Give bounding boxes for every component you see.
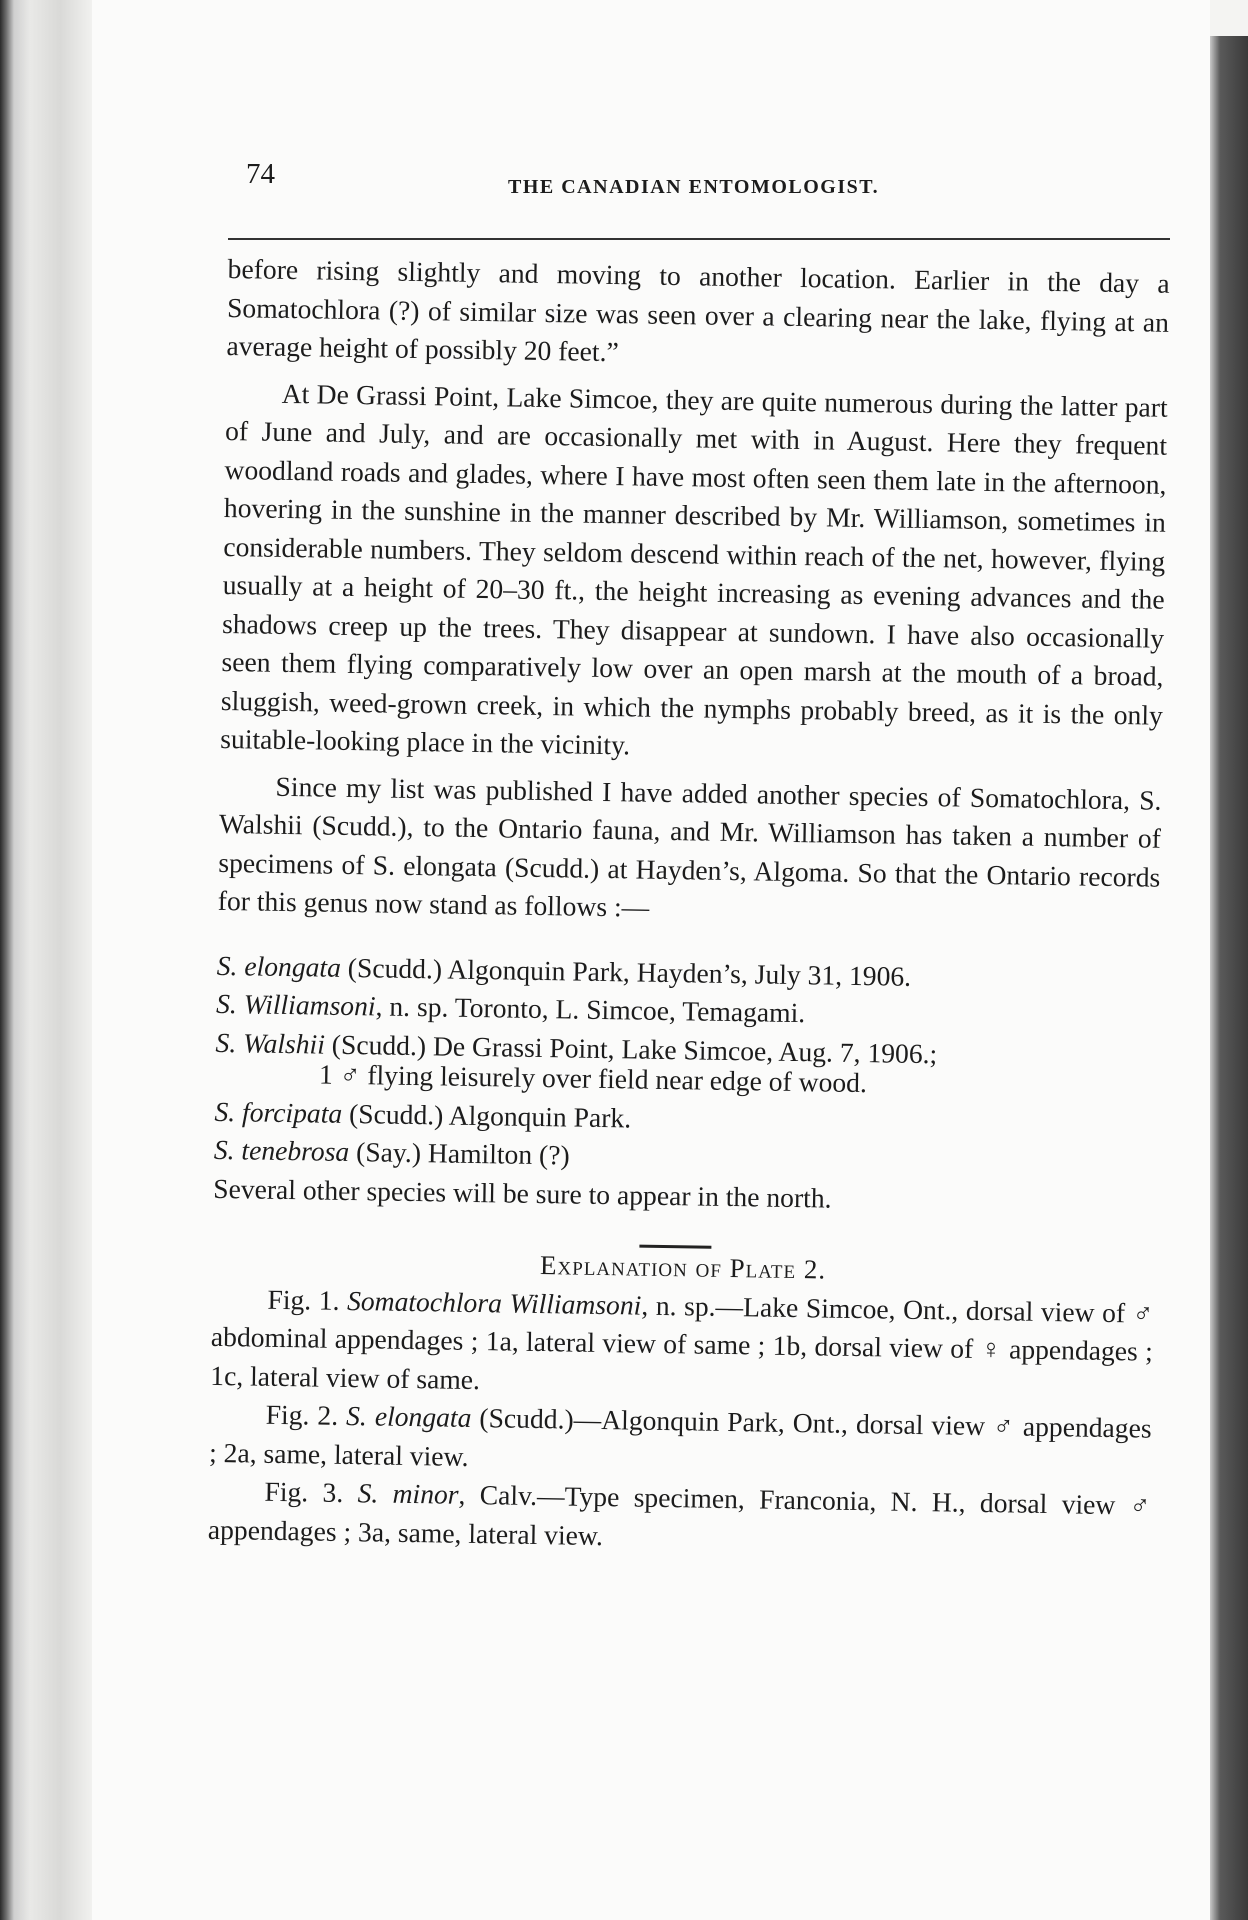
- figure-species: S. elongata: [345, 1400, 472, 1433]
- figure-text: , n. sp.—Lake Simcoe, Ont., dorsal view of ♂ abdominal appendages ; 1a, lateral view of same ; 1b, dorsal view of ♀ appendages ; 1c, lateral view of same.: [210, 1289, 1154, 1395]
- species-records: [214, 946, 1159, 1184]
- paragraph: At De Grassi Point, Lake Simcoe, they are quite numerous during the latter part of June and July, and are occasionally met with in August. Here they frequent woodland roads and glades, where I have most often seen them late in the afternoon, hovering in the sunshine in the manner described by Mr. Williamson, sometimes in considerable numbers. They seldom descend within reach of the net, however, flying usually at a height of 20–30 ft., the height increasing as evening advances and the shadows creep up the trees. They disappear at sundown. I have also occasionally seen them flying comparatively low over an open marsh at the mouth of a broad, sluggish, weed-grown creek, in which the nymphs probably breed, as it is the only suitable-looking place in the vicinity.: [220, 377, 1168, 761]
- species-name: S. elongata: [216, 949, 342, 983]
- record-detail: (Scudd.) De Grassi Point, Lake Simcoe, Aug. 7, 1906.;: [324, 1028, 938, 1069]
- paragraph: before rising slightly and moving to another location. Earlier in the day a Somatochlora (?) of similar size was seen over a clearing near the lake, flying at an average height of possibly 20 feet.”: [226, 252, 1170, 368]
- plate-explanation-title: Explanation of Plate 2.: [539, 1250, 827, 1285]
- species-name: S. tenebrosa: [213, 1133, 350, 1168]
- figure-caption: [208, 1472, 1151, 1564]
- paragraph: Since my list was published I have added another species of Somatochlora, S. Walshii (Scudd.), to the Ontario fauna, and Mr. Williamson has taken a number of specimens of S. elongata (Scudd.) at Hayden’s, Algoma. So that the Ontario records for this genus now stand as follows :—: [217, 770, 1162, 923]
- figure-caption: [209, 1395, 1152, 1487]
- figure-caption: [210, 1279, 1154, 1409]
- record-detail: , n. sp. Toronto, L. Simcoe, Temagami.: [375, 990, 806, 1029]
- species-name: S. Williamsoni: [215, 987, 376, 1022]
- page-header: [246, 158, 1176, 208]
- article-body: [208, 250, 1170, 1564]
- figure-label: Fig. 1.: [267, 1283, 340, 1316]
- closing-sentence: Several other species will be sure to appear in the north.: [213, 1172, 832, 1214]
- header-rule: [228, 238, 1170, 240]
- page-number: 74: [246, 158, 275, 190]
- figure-text: , Calv.—Type specimen, Franconia, N. H., dorsal view ♂ appendages ; 3a, same, lateral view.: [207, 1478, 1151, 1551]
- figure-label: Fig. 2.: [265, 1398, 339, 1431]
- figure-label: Fig. 3.: [264, 1475, 344, 1508]
- record-note: 1 ♂ flying leisurely over field near edge of wood.: [318, 1058, 868, 1099]
- figure-species: Somatochlora Williamsoni: [346, 1284, 642, 1321]
- book-binding-gutter: [0, 0, 92, 1920]
- species-name: S. Walshii: [215, 1026, 326, 1060]
- record-detail: (Scudd.) Algonquin Park.: [341, 1097, 632, 1133]
- page-edge-shadow: [1210, 36, 1248, 1920]
- species-name: S. forcipata: [214, 1095, 343, 1129]
- figure-text: (Scudd.)—Algonquin Park, Ont., dorsal view ♂ appendages ; 2a, same, lateral view.: [208, 1401, 1152, 1472]
- figure-species: S. minor: [357, 1477, 459, 1510]
- running-title: THE CANADIAN ENTOMOLOGIST.: [508, 176, 880, 198]
- record-detail: (Scudd.) Algonquin Park, Hayden’s, July 31, 1906.: [340, 951, 912, 992]
- record-detail: (Say.) Hamilton (?): [349, 1136, 570, 1171]
